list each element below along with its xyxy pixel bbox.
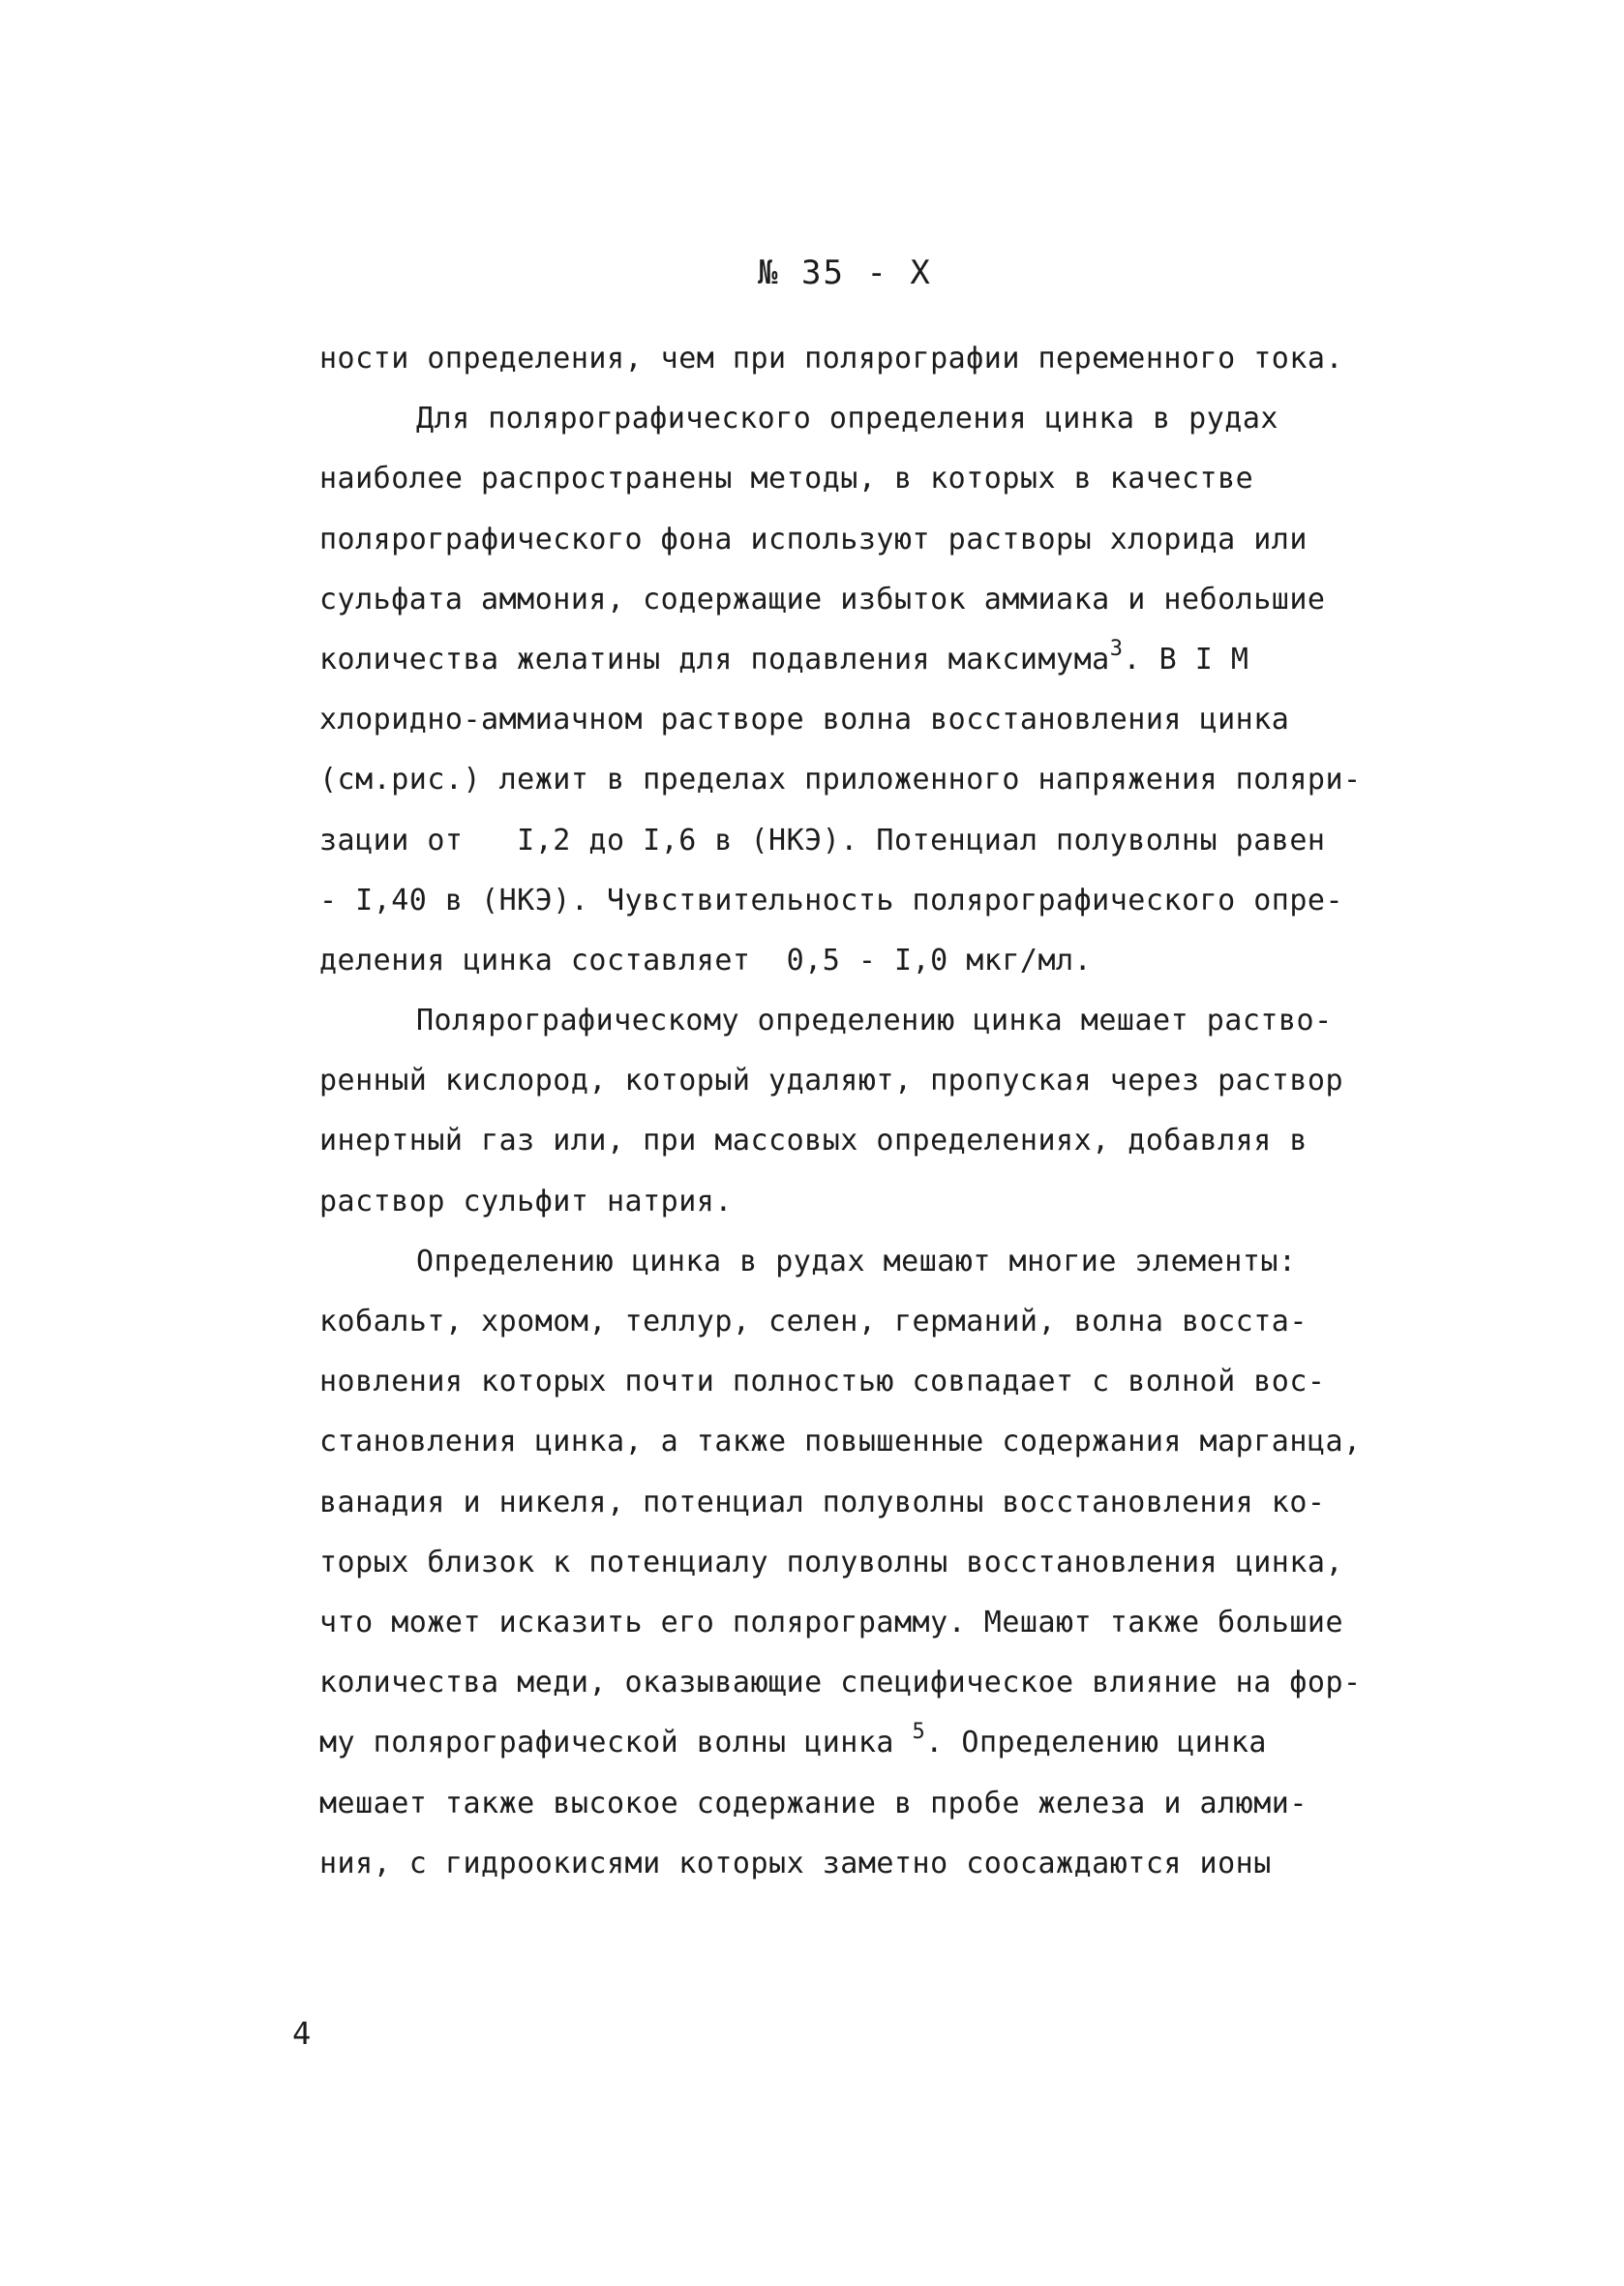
text-line <box>319 389 1394 449</box>
text-line <box>319 991 1394 1051</box>
document-header <box>0 254 1624 292</box>
text-line <box>319 871 1394 931</box>
text-line-content: (см.рис.) лежит в пределах приложенного напряжения поляри- <box>319 763 1362 797</box>
text-line <box>319 1232 1394 1292</box>
text-line-content: - I,40 в (НКЭ). Чувствительность полярографического опре- <box>319 883 1344 917</box>
text-line-content: зации от I,2 до I,6 в (НКЭ). Потенциал полуволны равен <box>319 823 1326 857</box>
page-number: 4 <box>292 2015 312 2052</box>
text-line <box>319 1473 1394 1533</box>
text-line-content: Для полярографического определения цинка в рудах <box>416 402 1278 436</box>
text-line-content: кобальт, хромом, теллур, селен, германий, волна восста- <box>319 1305 1308 1339</box>
body-text <box>319 329 1394 1894</box>
text-line-content: мешает также высокое содержание в пробе железа и алюми- <box>319 1786 1308 1820</box>
text-line-content: инертный газ или, при массовых определениях, добавляя в <box>319 1124 1308 1158</box>
text-line-content: ренный кислород, который удаляют, пропуская через раствор <box>319 1064 1344 1098</box>
text-line <box>319 630 1394 690</box>
text-line <box>319 510 1394 570</box>
text-line-content: количества желатины для подавления максимума <box>319 642 1110 677</box>
text-line-content: раствор сульфит натрия. <box>319 1184 733 1218</box>
text-line <box>319 1172 1394 1232</box>
text-line <box>319 1111 1394 1171</box>
text-line <box>319 1051 1394 1111</box>
text-line <box>319 931 1394 991</box>
text-line-content: му полярографической волны цинка <box>319 1726 913 1760</box>
text-line <box>319 570 1394 630</box>
document-number: № 35 - X <box>758 254 932 292</box>
reference-superscript: 3 <box>1109 636 1124 661</box>
text-line <box>319 1653 1394 1713</box>
text-line <box>319 1352 1394 1412</box>
text-line-content: хлоридно-аммиачном растворе волна восстановления цинка <box>319 703 1290 737</box>
reference-superscript: 5 <box>912 1720 926 1745</box>
text-line <box>319 811 1394 871</box>
text-line <box>319 1834 1394 1894</box>
text-line-content: Определению цинка в рудах мешают многие элементы: <box>416 1244 1297 1278</box>
text-line-content: деления цинка составляет 0,5 - I,0 мкг/мл. <box>319 943 1093 978</box>
text-line-content: наиболее распространены методы, в которых в качестве <box>319 462 1254 496</box>
text-line <box>319 449 1394 509</box>
text-line <box>319 1533 1394 1593</box>
text-line <box>319 750 1394 810</box>
text-line-content: ности определения, чем при полярографии переменного тока. <box>319 342 1344 376</box>
text-line-content: сульфата аммония, содержащие избыток аммиака и небольшие <box>319 582 1326 617</box>
text-line <box>319 690 1394 750</box>
text-line-content: Полярографическому определению цинка мешает раство- <box>416 1004 1333 1038</box>
text-line-content: новления которых почти полностью совпадает с волной вос- <box>319 1365 1326 1399</box>
text-line-content: ванадия и никеля, потенциал полуволны восстановления ко- <box>319 1485 1326 1519</box>
text-line-content: торых близок к потенциалу полуволны восстановления цинка, <box>319 1545 1344 1579</box>
text-line-content: полярографического фона используют растворы хлорида или <box>319 522 1308 556</box>
text-line <box>319 1292 1394 1352</box>
text-line-tail: . Определению цинка <box>925 1726 1267 1760</box>
text-line-content: что может исказить его полярограмму. Мешают также большие <box>319 1605 1344 1639</box>
text-line-content: становления цинка, а также повышенные содержания марганца, <box>319 1425 1362 1459</box>
text-line-content: количества меди, оказывающие специфическое влияние на фор- <box>319 1666 1362 1700</box>
text-line <box>319 1774 1394 1834</box>
text-line <box>319 329 1394 389</box>
text-line-content: ния, с гидроокисями которых заметно соосаждаются ионы <box>319 1846 1272 1880</box>
text-line <box>319 1593 1394 1653</box>
text-line <box>319 1412 1394 1472</box>
text-line <box>319 1713 1394 1773</box>
text-line-tail: . В I М <box>1123 642 1249 677</box>
